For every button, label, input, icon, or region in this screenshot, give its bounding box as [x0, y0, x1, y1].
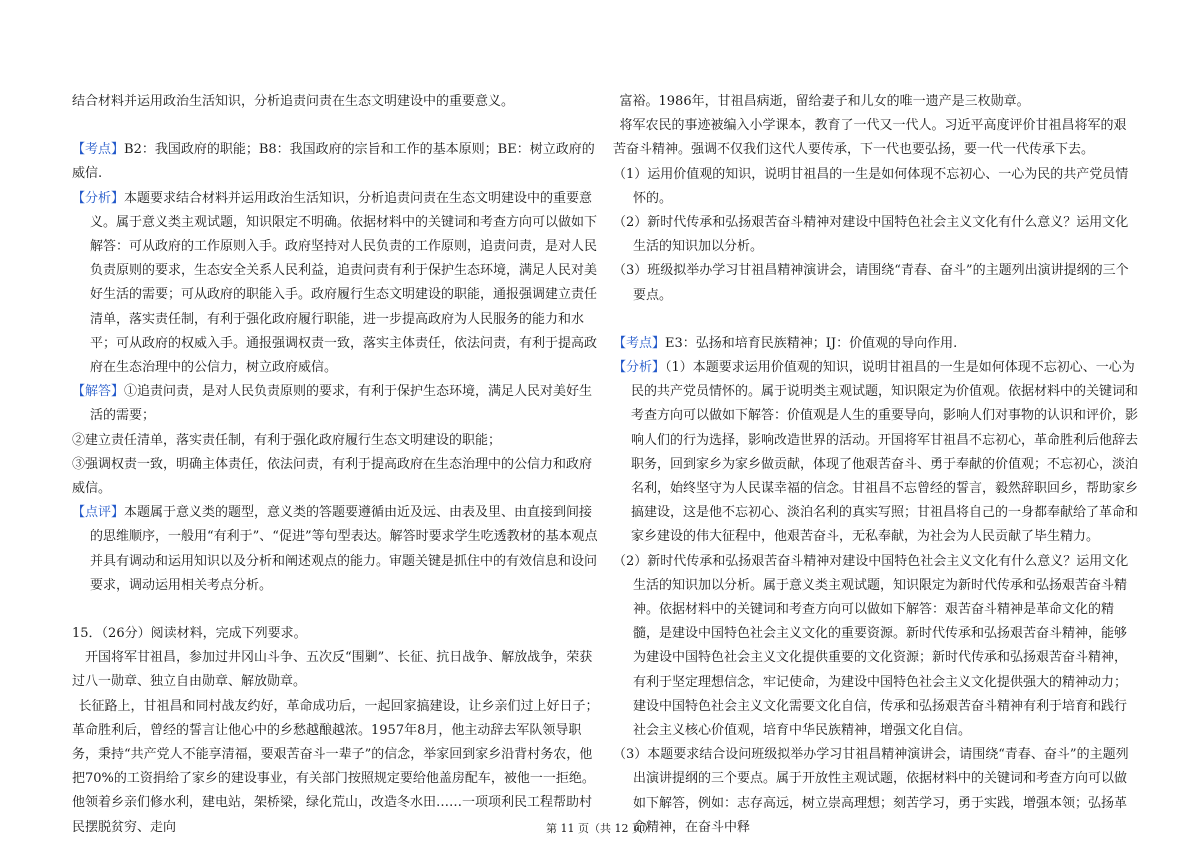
kaodian-text: B2：我国政府的职能；B8：我国政府的宗旨和工作的基本原则；BE：树立政府的威信.	[72, 142, 595, 182]
material-paragraph-1: 开国将军甘祖昌，参加过井冈山斗争、五次反“围剿”、长征、抗日战争、解放战争，荣获过八一勋章、独立自由勋章、解放勋章。	[72, 650, 593, 690]
question-15-title: 15．（26分）阅读材料，完成下列要求。	[72, 626, 307, 642]
fenxi-text: 本题要求结合材料并运用政治生活知识，分析追责问责在生态文明建设中的重要意义。属于意义类主观试题，知识限定不明确。依据材料中的关键词和考查方向可以做如下解答：可从政府的工作原则入手。政府坚持对人民负责的工作原则，追责问责，是对人民负责原则的要求，生态安全关系人民利益，追责问责有利于保护生态环境，满足人民对美好生活的需要；可从政府的职能入手。政府履行生态文明建设的职能，通报强调建立责任清单，落实责任制，有利于强化政府履行职能，进一步提高政府为人民服务的能力和水平；可从政府的权威入手。通报强调权责一致，落实主体责任，依法问责，有利于提高政府在生态治理中的公信力，树立政府威信。	[90, 190, 598, 376]
analysis-1: （1）本题要求运用价值观的知识，说明甘祖昌的一生是如何体现不忘初心、一心为民的共产党员情怀的。属于说明类主观试题，知识限定为价值观。依据材料中的关键词和考查方向可以做如下解答：价值观是人生的重要导向，影响人们对事物的认识和评价，影响人们的行为选择，影响改造世界的活动。开国将军甘祖昌不忘初心，革命胜利后他辞去职务，回到家乡为家乡做贡献，体现了他艰苦奋斗、勇于奉献的价值观；不忘初心，淡泊名利，始终坚守为人民谋幸福的信念。甘祖昌不忘曾经的誓言，毅然辞职回乡，帮助家乡搞建设，这是他不忘初心、淡泊名利的真实写照；甘祖昌将自己的一身都奉献给了革命和家乡建设的伟大征程中，他艰苦奋斗，无私奉献，为社会为人民贡献了毕生精力。	[631, 360, 1139, 545]
kaodian-tag: 【考点】	[72, 142, 125, 158]
fenxi-tag-right: 【分析】	[613, 360, 666, 376]
question-stem: 结合材料并运用政治生活知识，分析追责问责在生态文明建设中的重要意义。	[72, 94, 515, 109]
sub-question-3: （3）班级拟举办学习甘祖昌精神演讲会，请围绕“青春、奋斗”的主题列出演讲提纲的三个要点。	[613, 263, 1129, 303]
sub-question-2: （2）新时代传承和弘扬艰苦奋斗精神对建设中国特色社会主义文化有什么意义？运用文化生活的知识加以分析。	[613, 215, 1129, 255]
dianping-tag: 【点评】	[72, 505, 125, 521]
material-continued: 富裕。1986年，甘祖昌病逝，留给妻子和儿女的唯一遗产是三枚勋章。	[619, 94, 1030, 109]
jieda-section	[72, 380, 604, 428]
page-footer: 第 11 页（共 12 页）	[546, 822, 654, 835]
dianping-section	[72, 501, 604, 598]
jieda-item-1: ①追责问责，是对人民负责原则的要求，有利于保护生态环境，满足人民对美好生活的需要；	[90, 384, 593, 424]
dianping-text: 本题属于意义类的题型，意义类的答题要遵循由近及远、由表及里、由直接到间接的思维顺序，一般用“有利于”、“促进”等句型表达。解答时要求学生吃透教材的基本观点并具有调动和运用知识以及分析和阐述观点的能力。审题关键是抓住中的有效信息和设问要求，调动运用相关考点分析。	[90, 505, 598, 593]
fenxi-section	[72, 187, 604, 381]
right-column	[613, 90, 1139, 840]
kaodian-section	[72, 138, 604, 186]
kaodian-tag-right: 【考点】	[613, 335, 666, 351]
kaodian-text-right: E3：弘扬和培育民族精神；IJ：价值观的导向作用.	[665, 335, 958, 351]
analysis-3: （3）本题要求结合设问班级拟举办学习甘祖昌精神演讲会，请围绕“青春、奋斗”的主题列出演讲提纲的三个要点。属于开放性主观试题，依据材料中的关键词和考查方向可以做如下解答，例如：志存高远，树立崇高理想；刻苦学习，勇于实践，增强本领；弘扬革命精神，在奋斗中释	[613, 747, 1129, 835]
analysis-2: （2）新时代传承和弘扬艰苦奋斗精神对建设中国特色社会主义文化有什么意义？运用文化生活的知识加以分析。属于意义类主观试题，知识限定为新时代传承和弘扬艰苦奋斗精神。依据材料中的关键词和考查方向可以做如下解答：艰苦奋斗精神是革命文化的精髓，是建设中国特色社会主义文化的重要资源。新时代传承和弘扬艰苦奋斗精神，能够为建设中国特色社会主义文化提供重要的文化资源；新时代传承和弘扬艰苦奋斗精神，有利于坚定理想信念，牢记使命，为建设中国特色社会主义文化提供强大的精神动力；建设中国特色社会主义文化需要文化自信，传承和弘扬艰苦奋斗精神有利于培育和践行社会主义核心价值观，培育中华民族精神，增强文化自信。	[613, 553, 1129, 739]
material-paragraph-2: 长征路上，甘祖昌和同村战友约好，革命成功后，一起回家搞建设，让乡亲们过上好日子；革命胜利后，曾经的誓言让他心中的乡愁越酿越浓。1957年8月，他主动辞去军队领导职务，秉持“共产党人不能享清福，要艰苦奋斗一辈子”的信念，举家回到家乡沿背村务农，他把70%的工资捐给了家乡的建设事业，有关部门按照规定要给他盖房配车，被他一一拒绝。他领着乡亲们修水利，建电站，架桥梁，绿化荒山，改造冬水田……一项项利民工程帮助村民摆脱贫穷、走向	[72, 698, 599, 835]
jieda-tag: 【解答】	[72, 384, 125, 400]
fenxi-tag: 【分析】	[72, 190, 125, 206]
kaodian-section-right	[613, 332, 1139, 356]
jieda-item-2: ②建立责任清单，落实责任制，有利于强化政府履行生态文明建设的职能；	[72, 432, 502, 448]
sub-question-1: （1）运用价值观的知识，说明甘祖昌的一生是如何体现不忘初心、一心为民的共产党员情怀的。	[613, 166, 1129, 206]
jieda-item-3: ③强调权责一致，明确主体责任，依法问责，有利于提高政府在生态治理中的公信力和政府威信。	[72, 456, 593, 497]
fenxi-section-right	[613, 356, 1139, 550]
material-paragraph-3: 将军农民的事迹被编入小学课本，教育了一代又一代人。习近平高度评价甘祖昌将军的艰苦奋斗精神。强调不仅我们这代人要传承，下一代也要弘扬，要一代一代传承下去。	[613, 118, 1127, 158]
left-column	[72, 90, 604, 840]
